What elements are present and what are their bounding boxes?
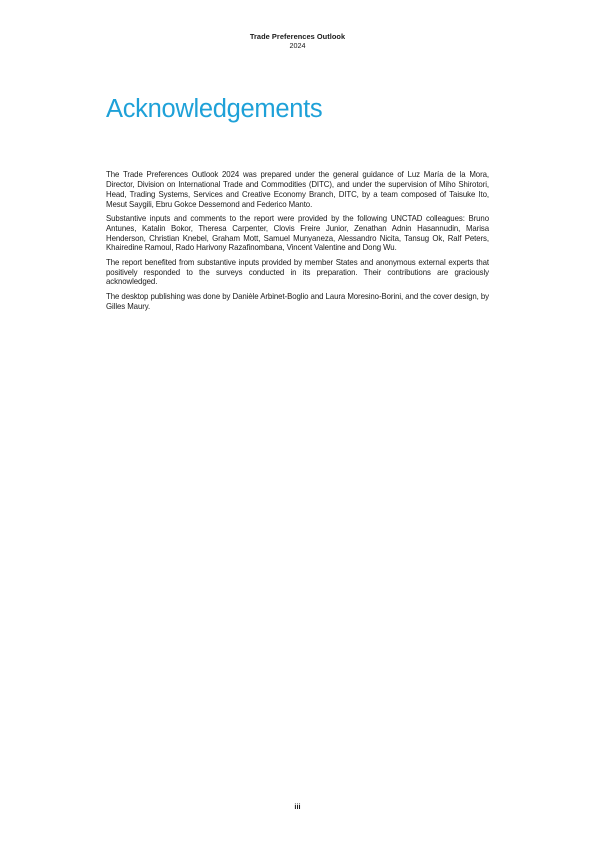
running-header: [0, 32, 595, 50]
paragraph-inputs: Substantive inputs and comments to the report were provided by the following UNCTAD colleagues: Bruno Antunes, Katalin Bokor, Theresa Carpenter, Clovis Freire Junior, Zenathan Adnin Hasannudin, Marisa Henderson, Christian Knebel, Graham Mott, Samuel Munyaneza, Alessandro Nicita, Tansug Ok, Ralf Peters, Khairedine Ramoul, Rado Harivony Razafinombana, Vincent Valentine and Dong Wu.: [106, 213, 489, 253]
acknowledgements-body: [106, 170, 489, 316]
paragraph-publishing: The desktop publishing was done by Danièle Arbinet-Boglio and Laura Moresino-Borini, and the cover design, by Gilles Maury.: [106, 291, 489, 311]
page-title: Acknowledgements: [106, 95, 323, 123]
paragraph-guidance: The Trade Preferences Outlook 2024 was prepared under the general guidance of Luz María de la Mora, Director, Division on International Trade and Commodities (DITC), and under the supervision of Miho Shirotori, Head, Trading Systems, Services and Creative Economy Branch, DITC, by a team composed of Taisuke Ito, Mesut Saygili, Ebru Gokce Dessemond and Federico Manto.: [106, 170, 489, 209]
document-title: Trade Preferences Outlook: [249, 32, 346, 41]
document-year: 2024: [289, 41, 306, 50]
paragraph-external-experts: The report benefited from substantive inputs provided by member States and anonymous external experts that positively responded to the surveys conducted in its preparation. Their contributions are graciously acknowledged.: [106, 257, 489, 287]
page-number: iii: [294, 802, 301, 811]
